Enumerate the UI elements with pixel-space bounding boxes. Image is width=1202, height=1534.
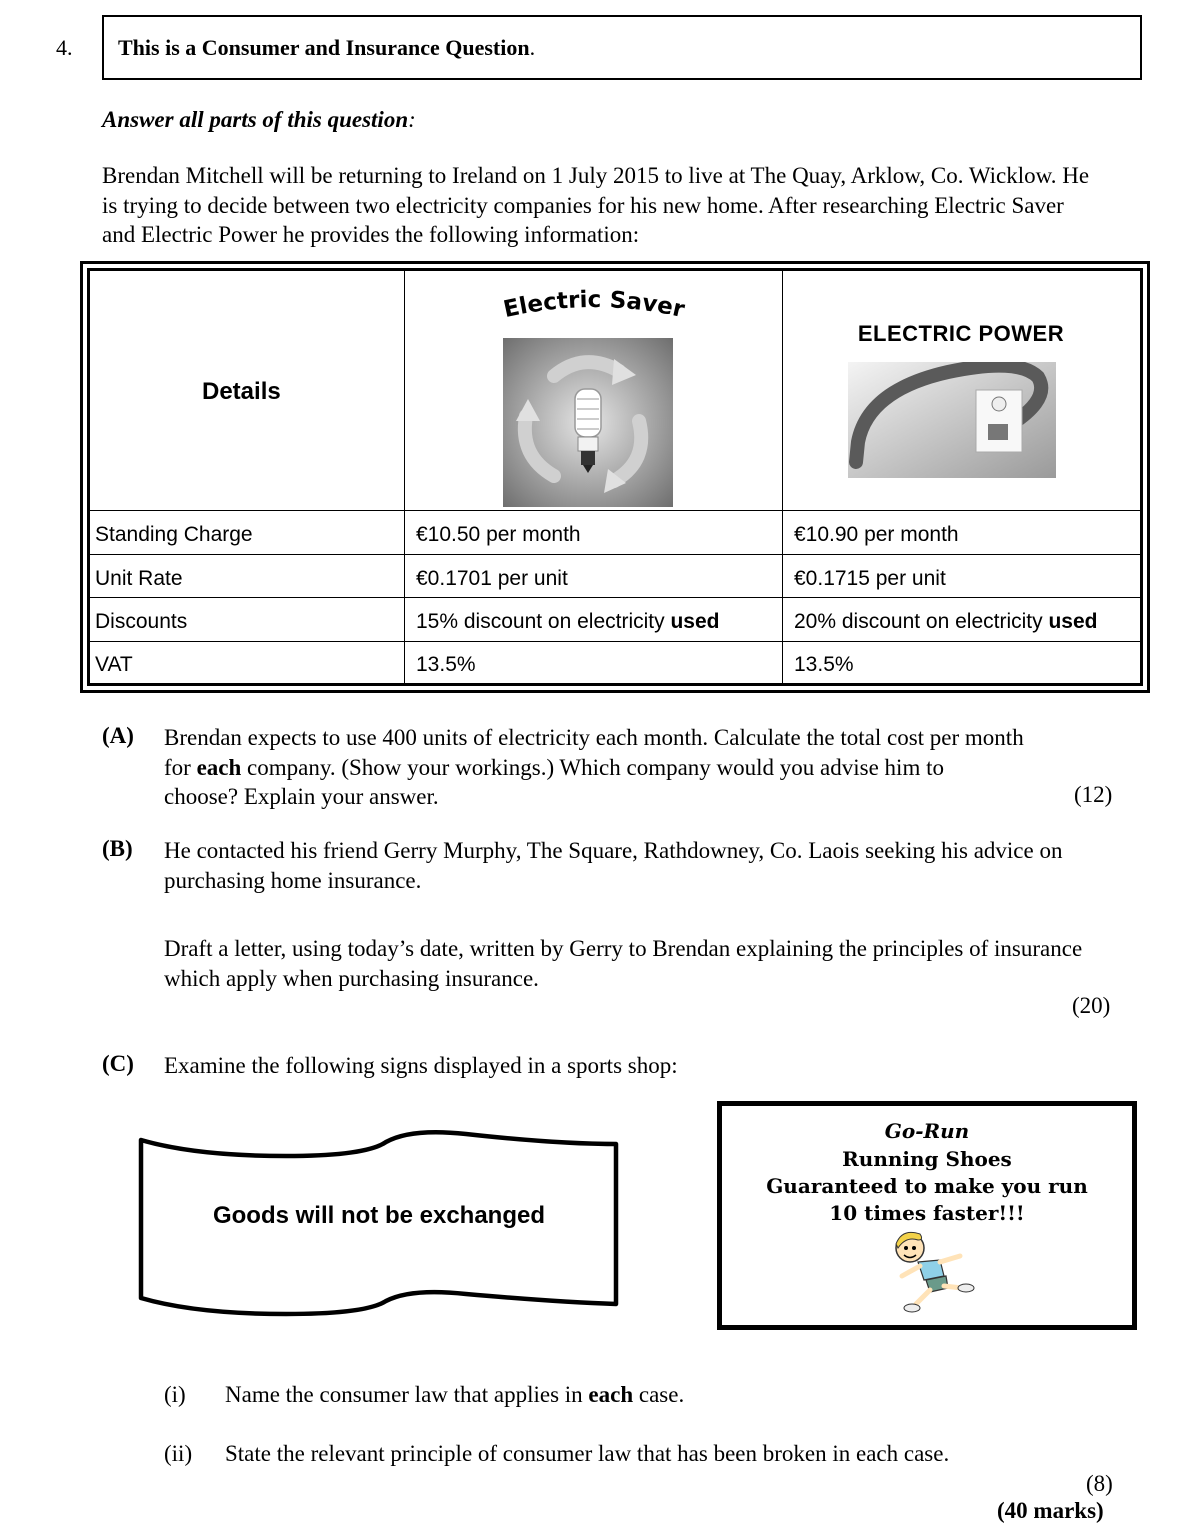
part-a-line2-pre: for <box>164 754 197 780</box>
details-header: Details <box>202 378 281 405</box>
electric-saver-logo <box>404 271 782 510</box>
part-c-text: Examine the following signs displayed in a sports shop: <box>164 1053 678 1078</box>
sign-goods-not-exchanged <box>136 1126 622 1318</box>
electric-saver-logo-svg <box>404 271 782 510</box>
row-discounts-c2-bold: used <box>1048 610 1098 633</box>
row-unit-rate-label: Unit Rate <box>95 567 183 590</box>
part-a-line2-post: company. (Show your workings.) Which company would you advise him to <box>241 754 944 780</box>
row-discounts-label: Discounts <box>95 610 188 633</box>
go-run-line4: 10 times faster!!! <box>829 1201 1025 1225</box>
part-a-line3: choose? Explain your answer. <box>164 784 439 809</box>
instruction-colon: : <box>408 107 416 132</box>
row-discounts-c2 <box>794 610 1097 634</box>
comparison-table-inner <box>87 268 1143 686</box>
sign-go-run <box>717 1101 1137 1330</box>
sub-i-label: (i) <box>164 1382 186 1407</box>
question-title-text: This is a Consumer and Insurance Question <box>118 35 530 60</box>
part-a-line2 <box>164 753 1154 783</box>
part-a-line1: Brendan expects to use 400 units of electricity each month. Calculate the total cost per month <box>164 725 1024 750</box>
row-vat-c2: 13.5% <box>794 653 854 676</box>
row-vat-label: VAT <box>95 653 133 676</box>
running-boy-icon <box>882 1226 982 1316</box>
row-discounts-c1-text: 15% discount on electricity <box>416 610 671 633</box>
question-title <box>118 35 535 61</box>
part-b-marks: (20) <box>1072 993 1111 1018</box>
sub-i-text <box>225 1380 684 1410</box>
table-divider-row3 <box>90 641 1140 642</box>
go-run-line3: Guaranteed to make you run <box>766 1174 1088 1198</box>
svg-text:Electric Saver <box>501 287 687 323</box>
power-plug-icon <box>848 362 1056 478</box>
row-unit-rate-c1: €0.1701 per unit <box>416 567 568 590</box>
table-divider-header <box>90 510 1140 511</box>
comparison-table <box>80 261 1150 693</box>
part-b-label: (B) <box>102 836 133 861</box>
part-c-marks: (8) <box>1086 1471 1113 1496</box>
row-unit-rate-c2: €0.1715 per unit <box>794 567 946 590</box>
sign-goods-text: Goods will not be exchanged <box>212 1202 546 1229</box>
sub-i-post: case. <box>633 1382 685 1407</box>
part-b-para2: Draft a letter, using today’s date, written by Gerry to Brendan explaining the principles of insurance which apply when purchasing insurance. <box>164 936 1083 991</box>
table-divider-row1 <box>90 554 1140 555</box>
row-vat-c1: 13.5% <box>416 653 476 676</box>
table-divider-row2 <box>90 597 1140 598</box>
part-c-label: (C) <box>102 1051 134 1076</box>
part-b-para1: He contacted his friend Gerry Murphy, The Square, Rathdowney, Co. Laois seeking his advice on purchasing home insurance. <box>164 838 1063 893</box>
total-marks: (40 marks) <box>997 1498 1104 1523</box>
sub-i-bold: each <box>588 1382 634 1407</box>
row-standing-charge-c2: €10.90 per month <box>794 523 959 546</box>
row-standing-charge-c1: €10.50 per month <box>416 523 581 546</box>
sub-i-pre: Name the consumer law that applies in <box>225 1382 589 1407</box>
instruction <box>102 107 416 133</box>
go-run-title: Go-Run <box>884 1119 970 1143</box>
sub-ii-text: State the relevant principle of consumer law that has been broken in each case. <box>225 1441 950 1466</box>
sub-ii-label: (ii) <box>164 1441 193 1466</box>
row-standing-charge-label: Standing Charge <box>95 523 253 546</box>
part-a-text <box>164 723 1154 812</box>
part-a-label: (A) <box>102 723 134 748</box>
row-discounts-c1-bold: used <box>670 610 720 633</box>
part-a-line2-bold: each <box>196 754 242 780</box>
go-run-line2: Running Shoes <box>842 1147 1012 1171</box>
instruction-text: Answer all parts of this question <box>102 107 409 132</box>
part-a-marks: (12) <box>1074 782 1113 807</box>
electric-power-logo <box>782 271 1140 510</box>
intro-paragraph: Brendan Mitchell will be returning to Ireland on 1 July 2015 to live at The Quay, Arklow, Co. Wicklow. He is trying to decide between two electricity companies for his new home. After researching Electric Saver and Electric Power he provides the following information: <box>102 163 1090 247</box>
question-title-period: . <box>529 35 536 60</box>
question-title-box <box>102 15 1142 80</box>
electric-power-logo-text: ELECTRIC POWER <box>857 321 1065 346</box>
electric-saver-logo-text: Electric Saver <box>501 286 687 324</box>
question-number: 4. <box>56 35 73 60</box>
row-discounts-c2-text: 20% discount on electricity <box>794 610 1049 633</box>
row-discounts-c1 <box>416 610 719 634</box>
